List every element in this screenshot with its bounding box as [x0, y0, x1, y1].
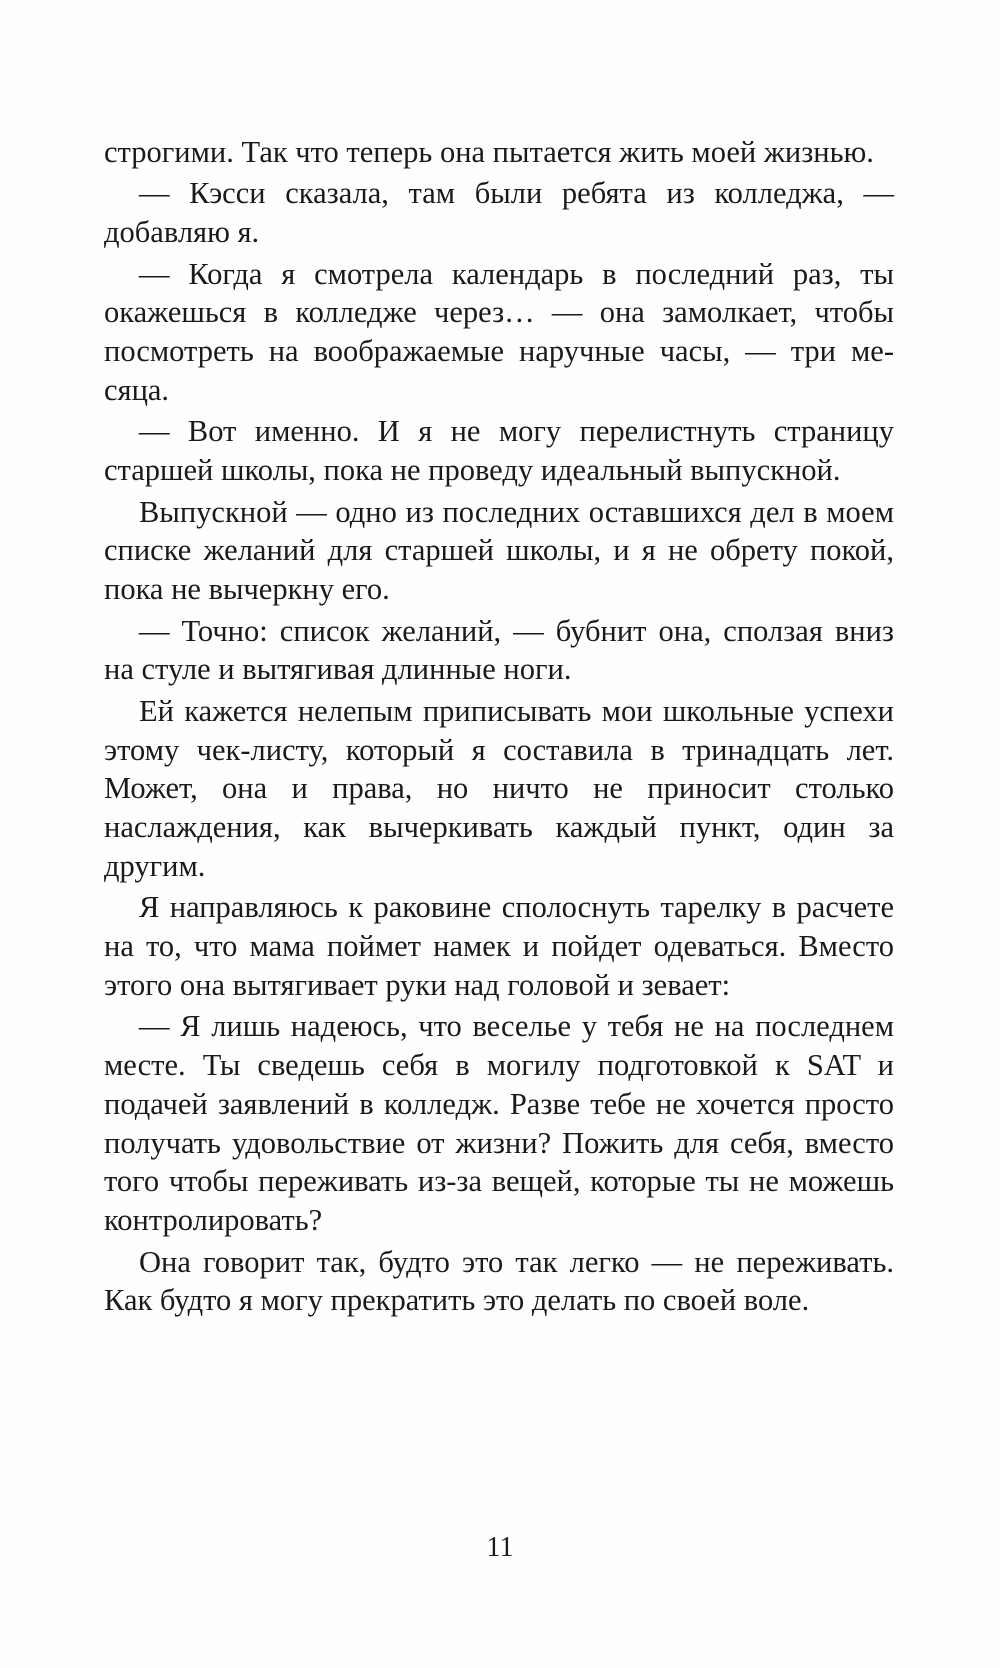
body-text — [104, 133, 894, 1323]
paragraph-8: Я направляюсь к раковине сполоснуть тарелку в расчете на то, что мама поймет намек и пойдет одеваться. Вместо этого она вытягивает руки над головой и зевает: — [104, 890, 894, 1002]
paragraph-9: — Я лишь надеюсь, что веселье у тебя не на последнем месте. Ты сведешь себя в могилу подготовкой к SAT и подачей заявлений в колледж. Разве тебе не хочется просто получать удовольствие от жизни? Пожить для себя, вместо того чтобы переживать из-за вещей, которые ты не можешь контролировать? — [104, 1009, 894, 1238]
paragraph-1: строгими. Так что теперь она пытается жить моей жизнью. — [104, 135, 874, 169]
paragraph-10: Она говорит так, будто это так легко — не переживать. Как будто я могу прекратить это делать по своей воле. — [104, 1244, 894, 1318]
paragraph-4: — Вот именно. И я не могу перелистнуть страницу старшей школы, пока не проведу идеальный выпускной. — [104, 414, 894, 488]
paragraph-6: — Точно: список желаний, — бубнит она, сползая вниз на стуле и вытягивая длинные ноги. — [104, 613, 894, 687]
paragraph-5: Выпускной — одно из последних оставшихся дел в моем списке желаний для старшей школы, и я не обрету покой, пока не вычеркну его. — [104, 494, 894, 607]
page-number: 11 — [486, 1532, 514, 1563]
paragraph-2: — Кэсси сказала, там были ребята из колледжа, — добавляю я. — [104, 176, 894, 250]
paragraph-3: — Когда я смотрела календарь в последний раз, ты окажешься в колледже через… — она замолкает, чтобы посмотреть на воображаемые наручные часы, — три месяца. — [104, 256, 894, 407]
paragraph-7: Ей кажется нелепым приписывать мои школьные успехи этому чек-листу, который я составила в тринадцать лет. Может, она и права, но ничто не приносит столько наслаждения, как вычеркивать каждый пункт, один за другим. — [104, 693, 894, 883]
